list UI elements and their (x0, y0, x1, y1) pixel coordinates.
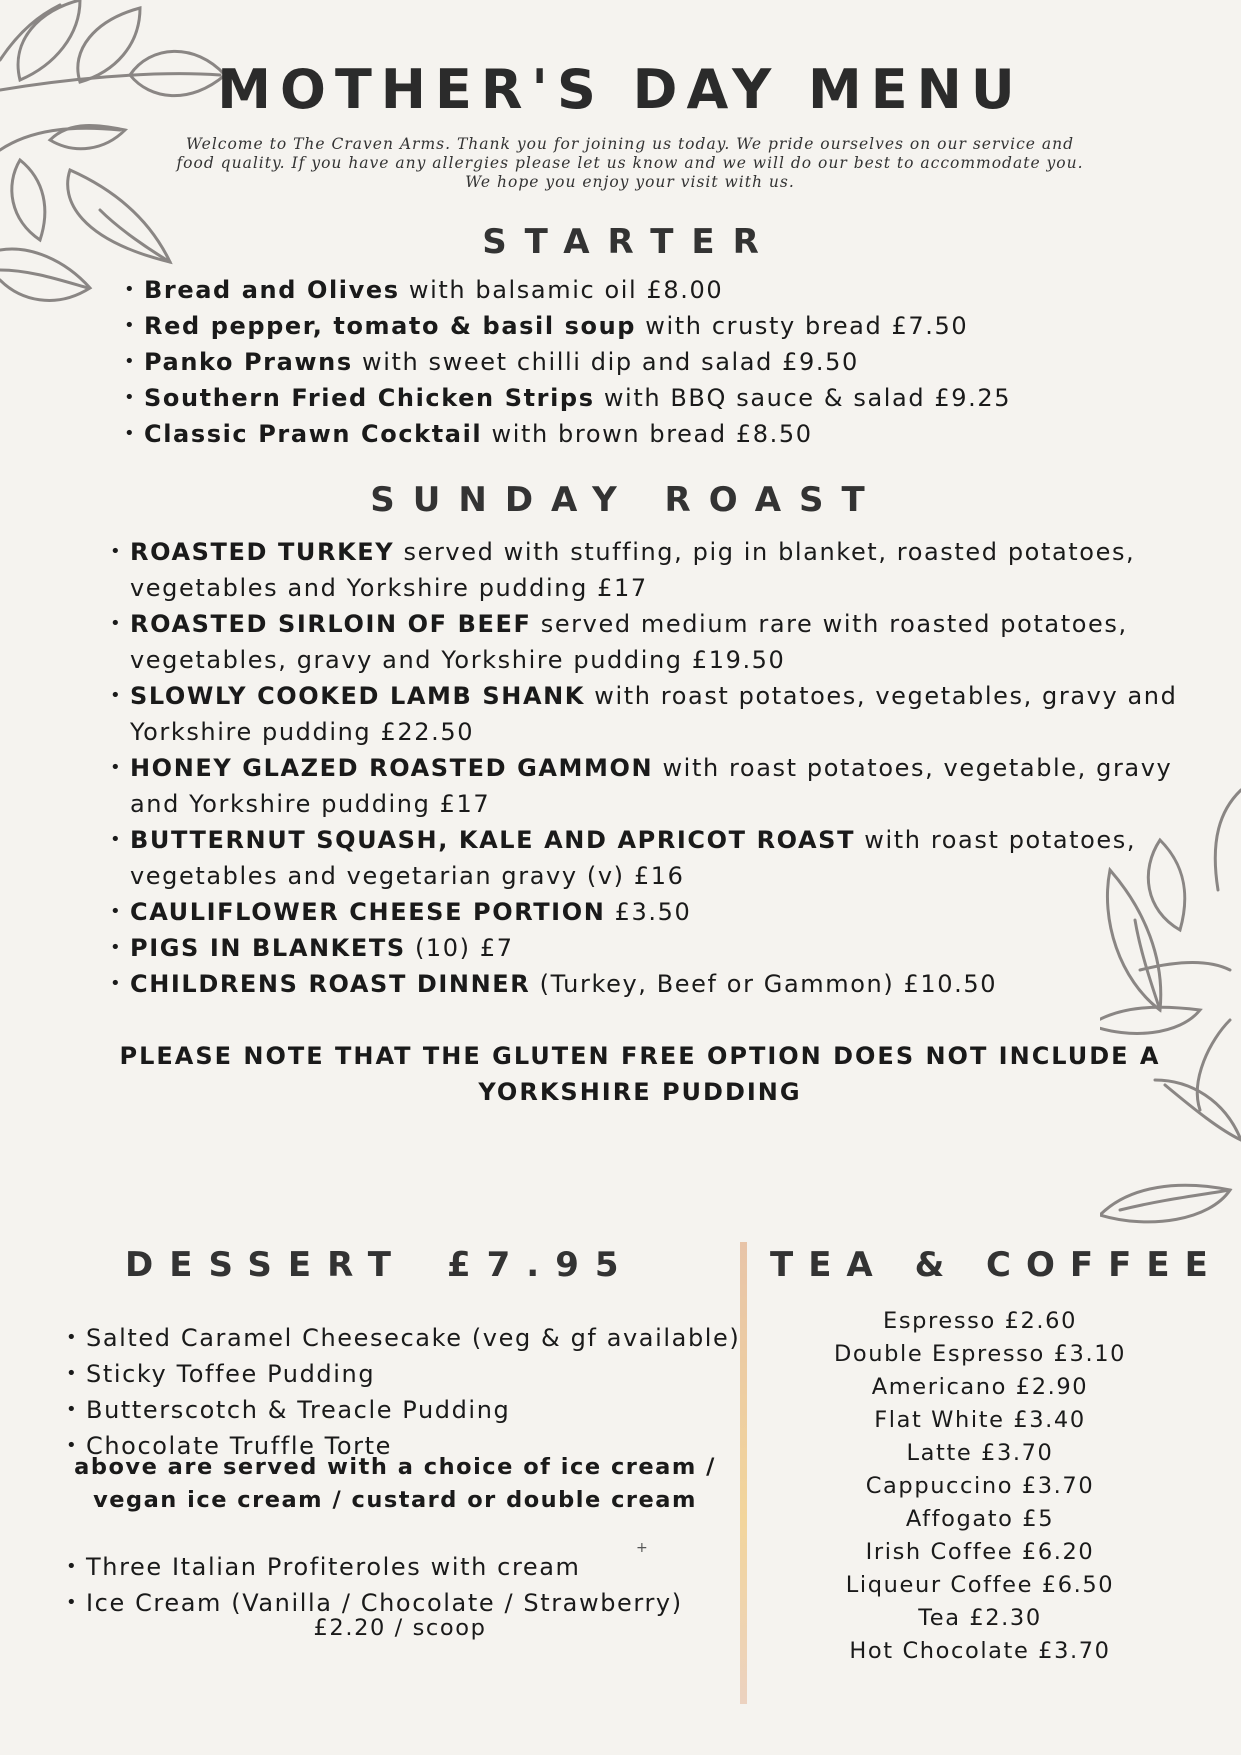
item-name: SLOWLY COOKED LAMB SHANK (130, 682, 586, 710)
column-divider (740, 1242, 747, 1704)
list-item: • Sticky Toffee Pudding (64, 1356, 764, 1392)
list-item: • Ice Cream (Vanilla / Chocolate / Strawberry) (64, 1585, 764, 1621)
item-desc: with balsamic oil £8.00 (399, 276, 724, 304)
item-desc: served with stuffing, pig in blanket, roasted potatoes, vegetables and Yorkshire pudding £17 (130, 538, 1136, 602)
list-item: Cappuccino £3.70 (865, 1473, 1095, 1499)
item-desc: with roast potatoes, vegetables, gravy and Yorkshire pudding £22.50 (130, 682, 1178, 746)
list-item: • Butterscotch & Treacle Pudding (64, 1392, 764, 1428)
list-item (108, 534, 1183, 606)
list-item: • Salted Caramel Cheesecake (veg & gf available) (64, 1320, 764, 1356)
item-name: ROASTED SIRLOIN OF BEEF (130, 610, 532, 638)
tea-coffee-list (800, 1305, 1160, 1668)
item-desc: (10) £7 (405, 934, 514, 962)
welcome-message (150, 135, 1110, 192)
item-desc: £3.50 (605, 898, 692, 926)
item-name: PIGS IN BLANKETS (130, 934, 406, 962)
dessert-extras-list (64, 1549, 764, 1621)
list-item (108, 894, 1183, 930)
list-item: Affogato £5 (905, 1506, 1055, 1532)
item-desc: served medium rare with roasted potatoes, vegetables, gravy and Yorkshire pudding £19.50 (130, 610, 1128, 674)
list-item (108, 606, 1183, 678)
dessert-price: £7.95 (446, 1245, 635, 1285)
sunday-roast-list (108, 534, 1183, 1002)
list-item: • Three Italian Profiteroles with cream (64, 1549, 764, 1585)
sunday-roast-heading: SUNDAY ROAST (370, 480, 883, 520)
dessert-list (64, 1320, 764, 1464)
item-name: CHILDRENS ROAST DINNER (130, 970, 531, 998)
list-item: Flat White £3.40 (874, 1407, 1086, 1433)
page-title: MOTHER'S DAY MENU (217, 58, 1024, 121)
list-item (108, 678, 1183, 750)
list-item (108, 750, 1183, 822)
sparkle-icon: + (636, 1540, 648, 1556)
welcome-line: food quality. If you have any allergies please let us know and we will do our best to accommodate you. (176, 154, 1084, 172)
item-name: Southern Fried Chicken Strips (144, 384, 595, 412)
item-name: Panko Prawns (144, 348, 353, 376)
item-name: Red pepper, tomato & basil soup (144, 312, 637, 340)
dessert-heading (125, 1245, 635, 1285)
item-name: Bread and Olives (144, 276, 400, 304)
starter-list (122, 272, 1122, 452)
item-name: HONEY GLAZED ROASTED GAMMON (130, 754, 654, 782)
list-item (122, 380, 1122, 416)
item-desc: with sweet chilli dip and salad £9.50 (352, 348, 859, 376)
list-item: Espresso £2.60 (883, 1308, 1077, 1334)
list-item (122, 272, 1122, 308)
list-item (122, 344, 1122, 380)
welcome-line: Welcome to The Craven Arms. Thank you for joining us today. We pride ourselves on our service and (185, 135, 1074, 153)
gluten-free-note: PLEASE NOTE THAT THE GLUTEN FREE OPTION DOES NOT INCLUDE A YORKSHIRE PUDDING (119, 1042, 1161, 1106)
tea-coffee-heading: TEA & COFFEE (770, 1245, 1223, 1285)
list-item: Irish Coffee £6.20 (865, 1539, 1095, 1565)
list-item: Hot Chocolate £3.70 (849, 1638, 1111, 1664)
list-item (108, 930, 1183, 966)
welcome-line: We hope you enjoy your visit with us. (465, 173, 795, 191)
starter-heading: STARTER (482, 222, 777, 262)
list-item (108, 822, 1183, 894)
ice-cream-price: £2.20 / scoop (313, 1615, 487, 1641)
item-desc: with roast potatoes, vegetables and vegetarian gravy (v) £16 (130, 826, 1137, 890)
list-item (122, 308, 1122, 344)
list-item: • Chocolate Truffle Torte (64, 1428, 764, 1464)
dessert-served-note: above are served with a choice of ice cream / vegan ice cream / custard or double cream (74, 1454, 716, 1513)
list-item: Double Espresso £3.10 (833, 1341, 1127, 1367)
dessert-heading-label: DESSERT (125, 1245, 407, 1285)
item-desc: with crusty bread £7.50 (636, 312, 969, 340)
list-item: Tea £2.30 (918, 1605, 1042, 1631)
item-desc: with BBQ sauce & salad £9.25 (594, 384, 1012, 412)
item-name: BUTTERNUT SQUASH, KALE AND APRICOT ROAST (130, 826, 856, 854)
item-desc: with roast potatoes, vegetable, gravy and Yorkshire pudding £17 (130, 754, 1173, 818)
item-name: CAULIFLOWER CHEESE PORTION (130, 898, 606, 926)
list-item: Latte £3.70 (906, 1440, 1054, 1466)
item-name: Classic Prawn Cocktail (144, 420, 483, 448)
item-name: ROASTED TURKEY (130, 538, 395, 566)
list-item: Liqueur Coffee £6.50 (845, 1572, 1115, 1598)
list-item (122, 416, 1122, 452)
list-item (108, 966, 1183, 1002)
list-item: Americano £2.90 (871, 1374, 1089, 1400)
item-desc: (Turkey, Beef or Gammon) £10.50 (530, 970, 998, 998)
item-desc: with brown bread £8.50 (482, 420, 813, 448)
